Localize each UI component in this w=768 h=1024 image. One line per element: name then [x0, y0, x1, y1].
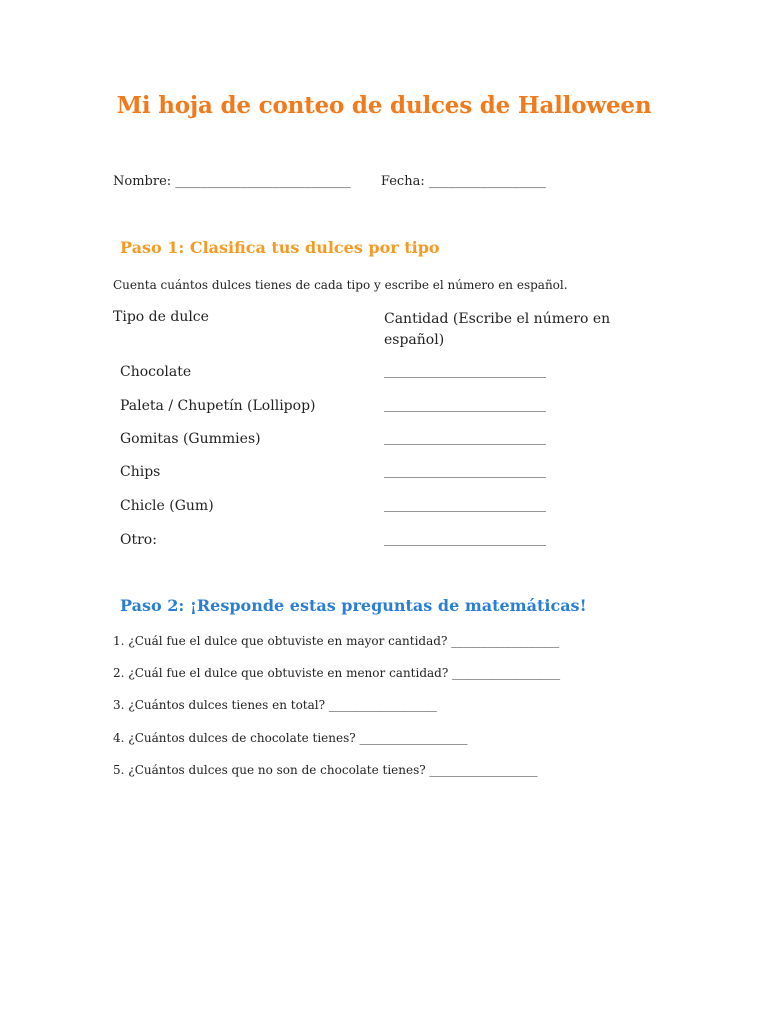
- candy-label: Paleta / Chupetín (Lollipop): [120, 398, 316, 414]
- question-4[interactable]: 4. ¿Cuántos dulces de chocolate tienes? __________________: [113, 731, 468, 745]
- candy-row-lollipop: [120, 398, 550, 418]
- candy-label: Gomitas (Gummies): [120, 431, 261, 447]
- quantity-blank[interactable]: ___________________________: [384, 398, 546, 412]
- quantity-blank[interactable]: ___________________________: [384, 464, 546, 478]
- candy-row-gum: [120, 498, 550, 518]
- candy-label: Chicle (Gum): [120, 498, 214, 514]
- candy-label: Chips: [120, 464, 161, 480]
- question-3[interactable]: 3. ¿Cuántos dulces tienes en total? __________________: [113, 698, 437, 712]
- candy-row-chips: [120, 464, 550, 484]
- name-date-row: [113, 174, 546, 189]
- step2-heading: Paso 2: ¡Responde estas preguntas de matemáticas!: [120, 596, 587, 615]
- quantity-blank[interactable]: ___________________________: [384, 498, 546, 512]
- column-header-type: Tipo de dulce: [113, 309, 209, 325]
- column-header-quantity: Cantidad (Escribe el número en español): [384, 311, 611, 348]
- date-field[interactable]: Fecha: __________________: [380, 174, 546, 189]
- candy-row-gummies: [120, 431, 550, 451]
- quantity-blank[interactable]: ___________________________: [384, 431, 546, 445]
- candy-row-other: [120, 532, 550, 552]
- candy-label: Chocolate: [120, 364, 192, 380]
- question-2[interactable]: 2. ¿Cuál fue el dulce que obtuviste en menor cantidad? __________________: [113, 666, 561, 680]
- quantity-blank[interactable]: ___________________________: [384, 364, 546, 378]
- question-1[interactable]: 1. ¿Cuál fue el dulce que obtuviste en mayor cantidad? __________________: [113, 634, 560, 648]
- candy-row-chocolate: [120, 364, 550, 384]
- step1-heading: Paso 1: Clasifica tus dulces por tipo: [120, 238, 440, 257]
- name-field[interactable]: Nombre: ___________________________: [113, 174, 351, 189]
- candy-label: Otro:: [120, 532, 157, 548]
- page-title: Mi hoja de conteo de dulces de Halloween: [116, 92, 652, 119]
- quantity-blank[interactable]: ___________________________: [384, 532, 546, 546]
- question-5[interactable]: 5. ¿Cuántos dulces que no son de chocolate tienes? __________________: [113, 763, 538, 777]
- step1-instructions: Cuenta cuántos dulces tienes de cada tipo y escribe el número en español.: [113, 278, 568, 292]
